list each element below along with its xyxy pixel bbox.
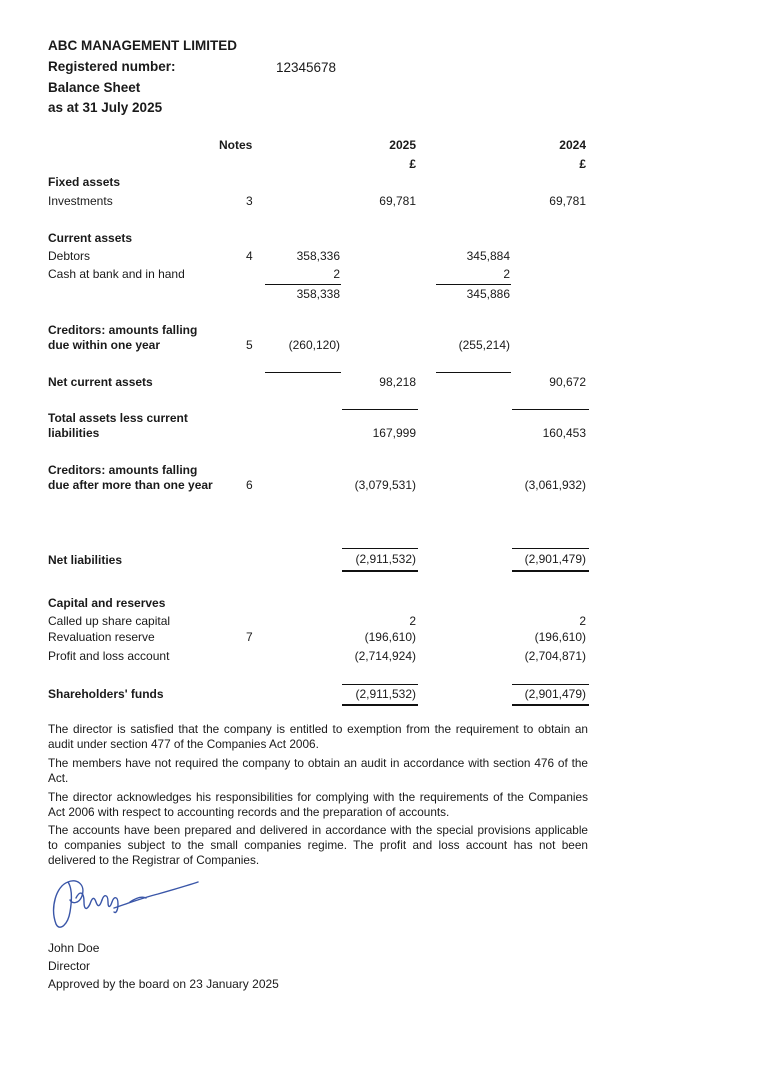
cash-label: Cash at bank and in hand: [48, 267, 185, 281]
revaluation-reserve-2024: (196,610): [534, 630, 586, 644]
investments-2025: 69,781: [379, 194, 416, 208]
debtors-note: 4: [246, 249, 253, 263]
net-current-assets-2025: 98,218: [379, 375, 416, 389]
subtotal-rule-2024: [436, 284, 511, 285]
total-assets-rule-2024: [512, 409, 589, 410]
balance-sheet-date: as at 31 July 2025: [48, 100, 163, 115]
capital-reserves-heading: Capital and reserves: [48, 596, 166, 610]
creditors-within-2024: (255,214): [458, 338, 510, 352]
profit-loss-label: Profit and loss account: [48, 649, 170, 663]
cash-2024: 2: [503, 267, 510, 281]
total-assets-2024: 160,453: [542, 426, 586, 440]
net-current-rule-2024: [436, 372, 511, 373]
share-capital-2024: 2: [579, 614, 586, 628]
currency-2025: £: [409, 157, 416, 171]
cash-2025: 2: [333, 267, 340, 281]
revaluation-reserve-2025: (196,610): [364, 630, 416, 644]
current-assets-total-2024: 345,886: [466, 287, 510, 301]
currency-2024: £: [579, 157, 586, 171]
total-assets-2025: 167,999: [372, 426, 416, 440]
shareholders-top-rule-2025: [342, 684, 418, 685]
net-current-assets-label: Net current assets: [48, 375, 153, 389]
share-capital-2025: 2: [409, 614, 416, 628]
net-liabilities-label: Net liabilities: [48, 553, 123, 567]
members-audit-statement: The members have not required the company to obtain an audit in accordance with section 476 of the Act.: [48, 756, 588, 785]
shareholders-funds-2024: (2,901,479): [524, 687, 586, 701]
approval-date: Approved by the board on 23 January 2025: [48, 977, 279, 991]
share-capital-label: Called up share capital: [48, 614, 171, 628]
year-2024-header: 2024: [559, 138, 586, 152]
creditors-after-label-line1: Creditors: amounts falling: [48, 463, 198, 477]
debtors-label: Debtors: [48, 249, 91, 263]
total-assets-label-line2: liabilities: [48, 426, 100, 440]
current-assets-heading: Current assets: [48, 231, 133, 245]
total-assets-rule-2025: [342, 409, 418, 410]
creditors-within-2025: (260,120): [288, 338, 340, 352]
creditors-within-label-line2: due within one year: [48, 338, 161, 352]
creditors-after-2024: (3,061,932): [524, 478, 586, 492]
net-liabilities-underline-2025: [342, 570, 418, 572]
small-companies-statement: The accounts have been prepared and delivered in accordance with the special provisions applicable to companies subject to the small companies regime. The profit and loss account has not been delivered to the Registrar of Companies.: [48, 823, 588, 867]
net-current-assets-2024: 90,672: [549, 375, 586, 389]
revaluation-reserve-note: 7: [246, 630, 253, 644]
net-liabilities-underline-2024: [512, 570, 589, 572]
year-2025-header: 2025: [389, 138, 416, 152]
shareholders-funds-label: Shareholders' funds: [48, 687, 164, 701]
creditors-after-2025: (3,079,531): [354, 478, 416, 492]
shareholders-underline-2025: [342, 704, 418, 706]
debtors-2024: 345,884: [466, 249, 510, 263]
registered-number-label: Registered number:: [48, 59, 176, 74]
net-liabilities-top-rule-2024: [512, 548, 589, 549]
fixed-assets-heading: Fixed assets: [48, 175, 121, 189]
shareholders-top-rule-2024: [512, 684, 589, 685]
investments-label: Investments: [48, 194, 113, 208]
audit-exemption-statement: The director is satisfied that the company is entitled to exemption from the requirement to obtain an audit under section 477 of the Companies Act 2006.: [48, 722, 588, 751]
document-title: Balance Sheet: [48, 80, 141, 95]
director-signature: [46, 868, 206, 936]
shareholders-funds-2025: (2,911,532): [355, 687, 416, 701]
revaluation-reserve-label: Revaluation reserve: [48, 630, 155, 644]
creditors-after-note: 6: [246, 478, 253, 492]
signatory-name: John Doe: [48, 941, 100, 955]
notes-column-header: Notes: [219, 138, 253, 152]
debtors-2025: 358,336: [296, 249, 340, 263]
investments-note: 3: [246, 194, 253, 208]
net-liabilities-top-rule-2025: [342, 548, 418, 549]
company-name: ABC MANAGEMENT LIMITED: [48, 38, 237, 53]
total-assets-label-line1: Total assets less current: [48, 411, 188, 425]
net-liabilities-2024: (2,901,479): [524, 552, 586, 566]
profit-loss-2024: (2,704,871): [524, 649, 586, 663]
net-current-rule-2025: [265, 372, 341, 373]
current-assets-total-2025: 358,338: [296, 287, 340, 301]
investments-2024: 69,781: [549, 194, 586, 208]
director-responsibilities-statement: The director acknowledges his responsibilities for complying with the requirements of the Companies Act 2006 with respect to accounting records and the preparation of accounts.: [48, 790, 588, 819]
creditors-after-label-line2: due after more than one year: [48, 478, 213, 492]
subtotal-rule-2025: [265, 284, 341, 285]
registered-number: 12345678: [276, 60, 337, 75]
creditors-within-note: 5: [246, 338, 253, 352]
creditors-within-label-line1: Creditors: amounts falling: [48, 323, 198, 337]
shareholders-underline-2024: [512, 704, 589, 706]
signatory-role: Director: [48, 959, 91, 973]
profit-loss-2025: (2,714,924): [354, 649, 416, 663]
net-liabilities-2025: (2,911,532): [355, 552, 416, 566]
